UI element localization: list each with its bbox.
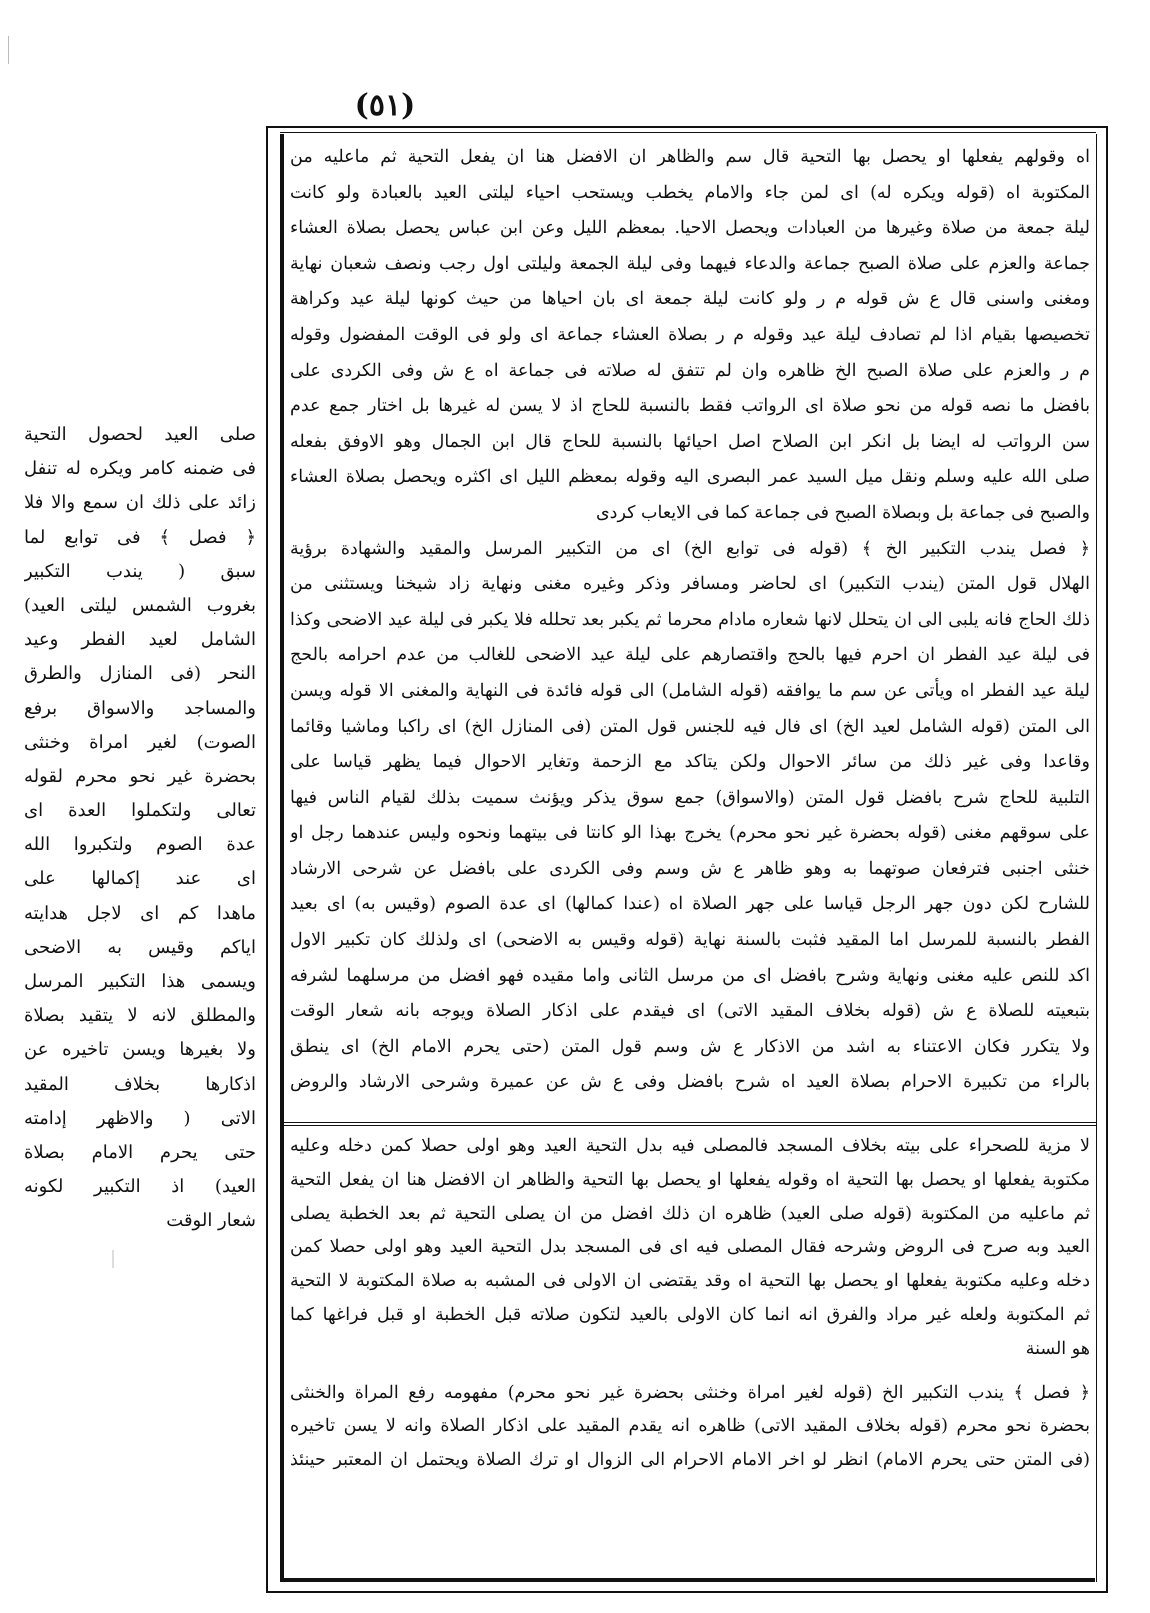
margin-line: بغروب الشمس ليلتى العيد) xyxy=(24,594,256,616)
text-line: فى ليلة عيد الفطر ان احرم فيها بالحج واقتصارهم على ليلة عيد الاضحى للغالب من عدم احرامه بالحج xyxy=(290,645,1090,666)
margin-line: اياكم وقيس به الاضحى xyxy=(24,936,256,958)
margin-line: سبق ( يندب التكبير xyxy=(24,560,256,582)
text-line: الهلال قول المتن (يندب التكبير) اى لحاضر ومسافر وذكر وغيره مغنى ونهاية زاد شيخنا ويستثنى من xyxy=(290,574,1090,595)
text-line: وقاعدا وفى غير ذلك من سائر الاحوال ولكن يتاكد مع الزحمة وتغاير الاحوال فيما يظهر قياسا على xyxy=(290,752,1090,773)
margin-line: والمطلق لانه لا يتقيد بصلاة xyxy=(24,1005,256,1027)
margin-line: الصوت) لغير امراة وخنثى xyxy=(24,731,256,753)
frame-rule-bottom xyxy=(280,1578,1095,1582)
text-line: تخصيصها بقيام اذا لم تصادف ليلة عيد وقوله م ر بصلاة العشاء جماعة اى ولو فى الوقت المفضول وقوله xyxy=(290,324,1090,345)
text-line: ولا يتكرر فكان الاعتناء به اشد من الاذكار ع ش وسم قول المتن (حتى يحرم الامام الخ) اى ينطق xyxy=(290,1036,1090,1057)
margin-line: زائد على ذلك ان سمع والا فلا xyxy=(24,492,256,514)
text-line: (فى المتن حتى يحرم الامام) انظر لو اخر الامام الاحرام الى الزوال او ترك الصلاة ويحتمل ان المعتبر حينئذ xyxy=(290,1450,1090,1471)
text-line: م ر والعزم على صلاة الصبح الخ ظاهره وان لم تتفق له صلاته فى جماعة اه ع ش وفى الكردى على xyxy=(290,360,1090,381)
section-divider xyxy=(284,1122,1096,1126)
lower-commentary xyxy=(290,1130,1090,1478)
margin-line: تعالى ولتكملوا العدة اى xyxy=(24,800,256,822)
text-line: صلى الله عليه وسلم ونقل ميل السيد عمر البصرى اليه وقوله بمعظم الليل اى اكثره ويحصل بصلاة العشاء xyxy=(290,467,1090,488)
text-line: لا مزية للصحراء على بيته بخلاف المسجد فالمصلى فيه بدل التحية العيد وهو اولى حصلا كمن دخله وعليه xyxy=(290,1136,1090,1156)
section-heading-line: ﴿ فصل ﴾ يندب التكبير الخ (قوله لغير امراة وخنثى بحضرة غير نحو محرم) مفهومه رفع المراة والخنثى xyxy=(290,1382,1090,1403)
margin-line: الاتى ( والاظهر إدامته xyxy=(24,1107,256,1129)
text-line: بالراء من تكبيرة الاحرام بصلاة العيد اه شرح بافضل وفى ع ش عن عميرة وشرحى الارشاد والروض xyxy=(290,1072,1090,1093)
text-line: هو السنة xyxy=(1025,1338,1090,1359)
text-line: اكد للنص عليه مغنى ونهاية وشرح بافضل اى من مرسل الثانى واما مقيده فهو افضل من مرسلهما لشرفه xyxy=(290,965,1090,986)
scan-edge-mark xyxy=(8,36,15,64)
text-line: ثم المكتوبة ولعله غير مراد والفرق انه انما كان الاولى بالعيد لتكون صلاته قبل الخطبة او قبل فراغها كما xyxy=(290,1304,1090,1325)
margin-line: شعار الوقت xyxy=(166,1210,256,1232)
paragraph-gap xyxy=(290,1367,1090,1377)
text-line: والصبح فى جماعة بل وبصلاة الصبح فى جماعة كما فى الايعاب كردى xyxy=(595,502,1090,523)
text-line: ذلك الحاج فانه يلبى الى ان يتحلل لانها شعاره مادام محرما ثم يكبر بعد تحلله فلا يكبر فى ليلة عيد الاضحى وكذا xyxy=(290,609,1090,630)
margin-line: العيد) اذ التكبير لكونه xyxy=(24,1176,256,1198)
margin-line: حتى يحرم الامام بصلاة xyxy=(24,1141,256,1163)
margin-line: ولا بغيرها ويسن تاخيره عن xyxy=(24,1039,256,1061)
text-line: دخله وعليه مكتوبة يفعلها او يحصل بها التحية اه وقد يقتضى ان الاولى فى المشبه به صلاة المكتوبة لا التحية xyxy=(290,1271,1090,1292)
text-line: بافضل ما نصه قوله من نحو صلاة اى الرواتب فقط بالنسبة للحاج اذ لا يسن له غيرها بل اختار جمع عدم xyxy=(290,396,1090,417)
text-line: المكتوبة اه (قوله ويكره له) اى لمن جاء والامام يخطب ويستحب احياء ليلتى العيد بالعبادة ولو كانت xyxy=(290,182,1090,203)
frame-rule-right xyxy=(1096,134,1097,1582)
text-line: الى المتن (قوله الشامل لعيد الخ) اى فال فيه للجنس قول المتن (فى المنازل الخ) اى راكبا وماشيا وقائما xyxy=(290,716,1090,737)
section-heading-line: ﴿ فصل يندب التكبير الخ ﴾ (قوله فى توابع الخ) اى من التكبير المرسل والمقيد والشهادة برؤية xyxy=(290,538,1090,559)
text-line: بتبعيته للصلاة ع ش (قوله بخلاف المقيد الاتى) اى فيقدم على اذكار الصلاة ويوجه بانه شعار الوقت xyxy=(290,1001,1090,1022)
text-line: اه وقولهم يفعلها او يحصل بها التحية قال سم والظاهر ان الافضل هنا ان يفعل التحية ثم ماعليه من xyxy=(290,147,1090,167)
text-line: ليلة جمعة من صلاة وغيرها من العبادات ويحصل الاحيا. بمعظم الليل وعن ابن عباس يحصل بصلاة العشاء xyxy=(290,218,1090,239)
text-line: سن الرواتب له ايضا بل انكر ابن الصلاح اصل احيائها بالنسبة للحاج قال ابن الجمال وهو الاوفق بفعله xyxy=(290,431,1090,452)
frame-rule-top xyxy=(280,132,1096,133)
margin-line: عدة الصوم ولتكبروا الله xyxy=(24,834,256,856)
scan-speck xyxy=(112,1250,114,1268)
margin-line: صلى العيد لحصول التحية xyxy=(24,424,256,445)
frame-rule-left xyxy=(280,134,284,1582)
text-line: العيد وبه صرح فى الروض وشرحه فقال المصلى فيه اى فى المسجد بدل التحية العيد وهو اولى حصلا كمن xyxy=(290,1237,1090,1258)
margin-line: فى ضمنه كامر ويكره له تنفل xyxy=(24,458,256,480)
text-line: جماعة والعزم على صلاة الصبح جماعة والدعاء فيهما وفى ليلة الجمعة وليلتى اول رجب ونصف شعبان نهاية xyxy=(290,253,1090,274)
margin-matn xyxy=(24,418,256,1239)
margin-line: ماهدا كم اى لاجل هدايته xyxy=(24,902,256,924)
text-line: ليلة عيد الفطر اه ويأتى عن سم ما يوافقه (قوله الشامل) الى قوله فائدة فى النهاية والمغنى الا قوله ويسن xyxy=(290,680,1090,701)
margin-line: اذكارها بخلاف المقيد xyxy=(24,1073,256,1095)
margin-line: اى عند إكمالها على xyxy=(24,868,256,890)
text-line: للشارح لكن دون جهر الرجل قياسا على جهر الصلاة اه (عندا كمالها) اى عدة الصوم (وقيس به) اى بعيد xyxy=(290,894,1090,915)
page-number: (٥١) xyxy=(354,88,416,123)
text-line: ثم ماعليه من المكتوبة (قوله صلى العيد) ظاهره ان ذلك افضل من ان يصلى التحية ثم بعد الخطبة يصلى xyxy=(290,1203,1090,1224)
text-line: بحضرة نحو محرم (قوله بخلاف المقيد الاتى) ظاهره انه يقدم المقيد على اذكار الصلاة وانه لا يسن تاخيره xyxy=(290,1416,1090,1437)
text-line: ومغنى واسنى قال ع ش قوله م ر ولو كانت ليلة جمعة اى بان احياها من حيث كونها ليلة عيد وكراهة xyxy=(290,289,1090,310)
text-line: التلبية للحاج شرح بافضل قول المتن (والاسواق) جمع سوق يذكر ويؤنث سميت بذلك لقيام الناس فيها xyxy=(290,787,1090,808)
margin-line: الشامل لعيد الفطر وعيد xyxy=(24,629,256,651)
margin-line: النحر (فى المنازل والطرق xyxy=(24,663,256,685)
margin-line: بحضرة غير نحو محرم لقوله xyxy=(24,765,256,787)
text-line: مكتوبة يفعلها او يحصل بها التحية اه وقوله يفعلها او يحصل بها التحية والظاهر ان الافضل هنا ان يفعل التحية xyxy=(290,1169,1090,1190)
text-line: على سوقهم مغنى (قوله بحضرة غير نحو محرم) يخرج بهذا الو كانتا فى بيتهما ونحوه وليس عندهما رجل او xyxy=(290,823,1090,844)
margin-line: ويسمى هذا التكبير المرسل xyxy=(24,971,256,992)
text-line: خنثى اجنبى فترفعان صوتهما به وهو ظاهر ع ش وسم وفى الكردى على بافضل عن شرحى الارشاد xyxy=(290,858,1090,879)
margin-line: والمساجد والاسواق برفع xyxy=(24,697,256,719)
text-line: الفطر بالنسبة للمرسل اما المقيد فثبت بالسنة نهاية (قوله وقيس به الاضحى) اى ولذلك كان تكبير الاول xyxy=(290,930,1090,951)
margin-section-heading: ﴿ فصل ﴾ فى توابع لما xyxy=(24,526,256,548)
main-commentary xyxy=(290,140,1090,1101)
